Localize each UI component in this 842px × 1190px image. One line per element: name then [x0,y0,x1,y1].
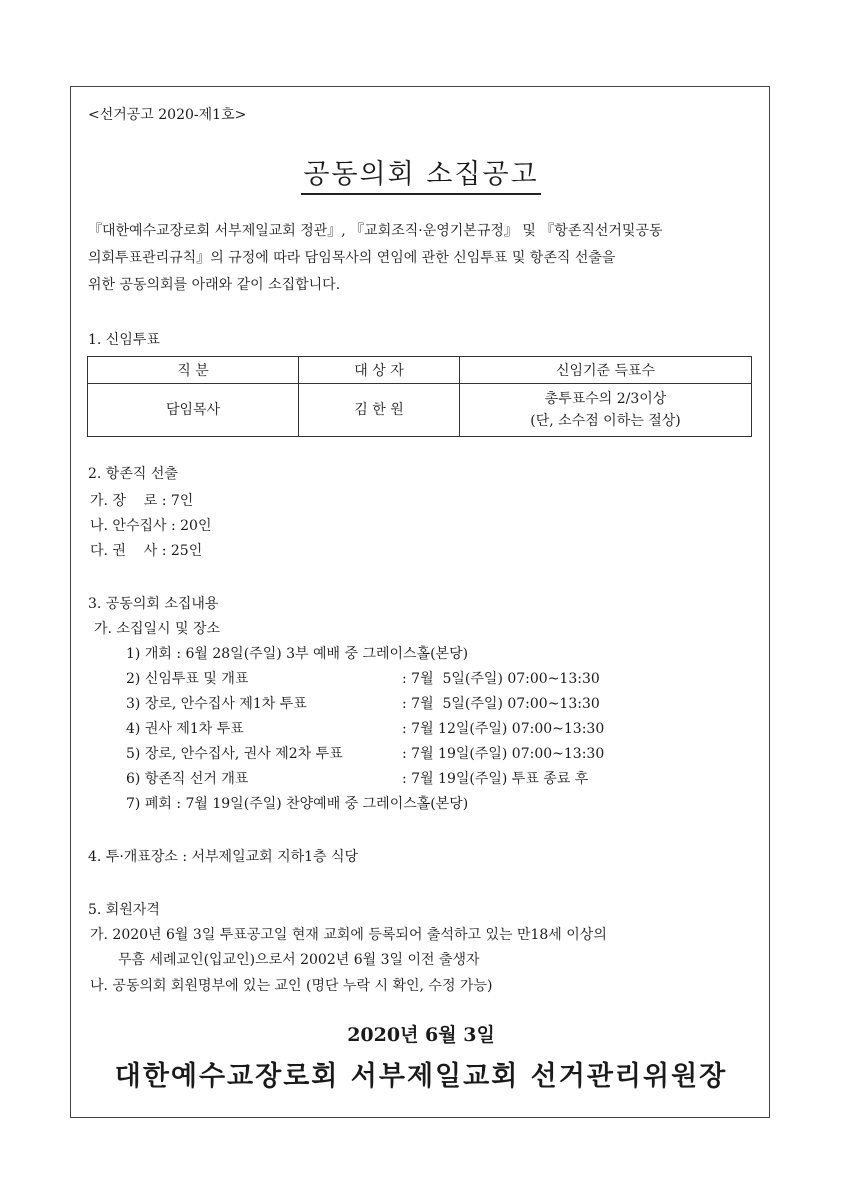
section3-subheading: 가. 소집일시 및 장소 [94,621,220,637]
intro-line: 『대한예수교장로회 서부제일교회 정관』, 『교회조직·운영기본규정』 및 『항존직선거및공동 [88,223,663,239]
schedule-item: 1) 개회 : 6월 28일(주일) 3부 예배 중 그레이스홀(본당) [126,646,469,662]
list-item: 나. 안수집사 : 20인 [90,518,212,534]
schedule-time: : 7월 12일(주일) 07:00~13:30 [402,721,605,737]
page-title-text: 공동의회 소집공고 [301,152,540,195]
schedule-label: 5) 장로, 안수집사, 권사 제2차 투표 [126,746,343,762]
section1-heading: 1. 신임투표 [88,332,160,348]
schedule-label: 6) 항존직 선거 개표 [126,771,249,787]
schedule-time: : 7월 5일(주일) 07:00~13:30 [402,671,600,687]
cell-criteria [460,384,752,437]
list-item: 다. 권 사 : 25인 [90,543,203,559]
table-row [88,384,752,437]
schedule-time: : 7월 5일(주일) 07:00~13:30 [402,696,600,712]
cell-candidate: 김 한 원 [299,384,460,437]
list-item-continuation: 무흠 세례교인(입교인)으로서 2002년 6월 3일 이전 출생자 [118,952,480,968]
notice-number: <선거공고 2020-제1호> [88,107,247,123]
section3-heading: 3. 공동의회 소집내용 [88,596,219,612]
schedule-item: 7) 폐회 : 7월 19일(주일) 찬양예배 중 그레이스홀(본당) [126,796,469,812]
schedule-time: : 7월 19일(주일) 07:00~13:30 [402,746,605,762]
schedule-time: : 7월 19일(주일) 투표 종료 후 [402,771,589,787]
column-header-position: 직 분 [88,357,299,384]
schedule-label: 4) 권사 제1차 투표 [126,721,244,737]
table-header-row [88,357,752,384]
column-header-criteria: 신임기준 득표수 [460,357,752,384]
intro-line: 위한 공동의회를 아래와 같이 소집합니다. [88,277,341,293]
criteria-line: 총투표수의 2/3이상 [544,391,667,407]
schedule-label: 2) 신임투표 및 개표 [126,671,249,687]
section2-heading: 2. 항존직 선출 [88,466,178,482]
list-item: 가. 2020년 6월 3일 투표공고일 현재 교회에 등록되어 출석하고 있는 만18세 이상의 [90,927,607,943]
column-header-candidate: 대 상 자 [299,357,460,384]
schedule-label: 3) 장로, 안수집사 제1차 투표 [126,696,307,712]
vote-table [87,356,752,437]
section4-text: 4. 투·개표장소 : 서부제일교회 지하1층 식당 [88,849,359,865]
cell-position: 담임목사 [88,384,299,437]
list-item: 가. 장 로 : 7인 [90,493,194,509]
page-title [0,152,842,195]
intro-paragraph [88,218,754,299]
issuer-name: 대한예수교장로회 서부제일교회 선거관리위원장 [114,1061,728,1092]
list-item: 나. 공동의회 회원명부에 있는 교인 (명단 누락 시 확인, 수정 가능) [90,978,493,994]
criteria-note: (단, 소수점 이하는 절상) [530,413,681,429]
issue-date: 2020년 6월 3일 [347,1024,495,1046]
intro-line: 의회투표관리규칙』의 규정에 따라 담임목사의 연임에 관한 신임투표 및 항존직 선출을 [88,250,616,266]
section5-heading: 5. 회원자격 [88,902,160,918]
